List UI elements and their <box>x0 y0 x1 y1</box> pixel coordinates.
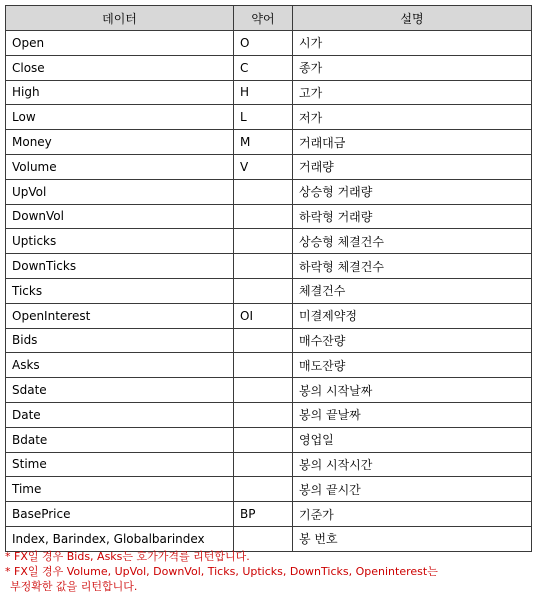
table-row <box>6 477 532 502</box>
cell-desc: 봉 번호 <box>293 526 532 551</box>
table-row <box>6 55 532 80</box>
cell-desc: 상승형 체결건수 <box>293 229 532 254</box>
note-line: * FX일 경우 Volume, UpVol, DownVol, Ticks, Upticks, DownTicks, Openinterest는 <box>5 565 438 578</box>
cell-desc: 기준가 <box>293 502 532 527</box>
cell-abbr: BP <box>234 502 293 527</box>
table-row <box>6 204 532 229</box>
table-row <box>6 328 532 353</box>
table-row <box>6 31 532 56</box>
table-row <box>6 427 532 452</box>
table-row <box>6 502 532 527</box>
table-row <box>6 179 532 204</box>
cell-data: Sdate <box>6 378 234 403</box>
cell-abbr <box>234 526 293 551</box>
cell-abbr <box>234 278 293 303</box>
cell-desc: 저가 <box>293 105 532 130</box>
cell-data: Money <box>6 130 234 155</box>
cell-abbr: H <box>234 80 293 105</box>
cell-data: Bids <box>6 328 234 353</box>
cell-desc: 매수잔량 <box>293 328 532 353</box>
cell-desc: 봉의 끝시간 <box>293 477 532 502</box>
table-row <box>6 378 532 403</box>
cell-abbr: M <box>234 130 293 155</box>
notes <box>5 549 438 594</box>
table-header-row <box>6 6 532 31</box>
cell-data: Upticks <box>6 229 234 254</box>
cell-abbr: O <box>234 31 293 56</box>
cell-desc: 봉의 시작날짜 <box>293 378 532 403</box>
cell-data: Index, Barindex, Globalbarindex <box>6 526 234 551</box>
cell-abbr <box>234 254 293 279</box>
table-row <box>6 105 532 130</box>
cell-abbr: OI <box>234 303 293 328</box>
cell-abbr <box>234 452 293 477</box>
cell-desc: 고가 <box>293 80 532 105</box>
cell-desc: 종가 <box>293 55 532 80</box>
cell-abbr: C <box>234 55 293 80</box>
table-row <box>6 154 532 179</box>
cell-abbr <box>234 427 293 452</box>
table-body <box>6 31 532 552</box>
table-row <box>6 254 532 279</box>
cell-desc: 하락형 거래량 <box>293 204 532 229</box>
header-data: 데이터 <box>6 6 234 31</box>
cell-desc: 매도잔량 <box>293 353 532 378</box>
cell-data: Low <box>6 105 234 130</box>
cell-desc: 봉의 시작시간 <box>293 452 532 477</box>
cell-data: OpenInterest <box>6 303 234 328</box>
cell-abbr <box>234 353 293 378</box>
cell-desc: 영업일 <box>293 427 532 452</box>
cell-desc: 체결건수 <box>293 278 532 303</box>
header-abbr: 약어 <box>234 6 293 31</box>
table-row <box>6 130 532 155</box>
note-line: 부정확한 값을 리턴합니다. <box>10 580 138 593</box>
cell-abbr <box>234 477 293 502</box>
cell-desc: 거래대금 <box>293 130 532 155</box>
cell-abbr <box>234 229 293 254</box>
table-row <box>6 229 532 254</box>
cell-data: BasePrice <box>6 502 234 527</box>
cell-abbr <box>234 179 293 204</box>
cell-data: Close <box>6 55 234 80</box>
header-desc: 설명 <box>293 6 532 31</box>
data-table <box>5 5 532 552</box>
cell-desc: 봉의 끝날짜 <box>293 402 532 427</box>
cell-desc: 거래량 <box>293 154 532 179</box>
cell-data: UpVol <box>6 179 234 204</box>
cell-data: Ticks <box>6 278 234 303</box>
cell-data: Open <box>6 31 234 56</box>
table-row <box>6 526 532 551</box>
cell-abbr <box>234 378 293 403</box>
cell-abbr <box>234 328 293 353</box>
cell-abbr: L <box>234 105 293 130</box>
cell-desc: 시가 <box>293 31 532 56</box>
note-line: * FX일 경우 Bids, Asks는 호가가격를 리턴합니다. <box>5 550 250 563</box>
cell-abbr: V <box>234 154 293 179</box>
cell-data: Asks <box>6 353 234 378</box>
cell-data: DownVol <box>6 204 234 229</box>
table-row <box>6 402 532 427</box>
cell-data: Volume <box>6 154 234 179</box>
cell-data: Date <box>6 402 234 427</box>
cell-desc: 상승형 거래량 <box>293 179 532 204</box>
cell-desc: 하락형 체결건수 <box>293 254 532 279</box>
cell-data: Time <box>6 477 234 502</box>
table-row <box>6 80 532 105</box>
table-row <box>6 303 532 328</box>
cell-desc: 미결제약정 <box>293 303 532 328</box>
table-row <box>6 278 532 303</box>
table-row <box>6 353 532 378</box>
cell-data: High <box>6 80 234 105</box>
table-row <box>6 452 532 477</box>
cell-abbr <box>234 204 293 229</box>
cell-data: Bdate <box>6 427 234 452</box>
cell-abbr <box>234 402 293 427</box>
cell-data: DownTicks <box>6 254 234 279</box>
cell-data: Stime <box>6 452 234 477</box>
